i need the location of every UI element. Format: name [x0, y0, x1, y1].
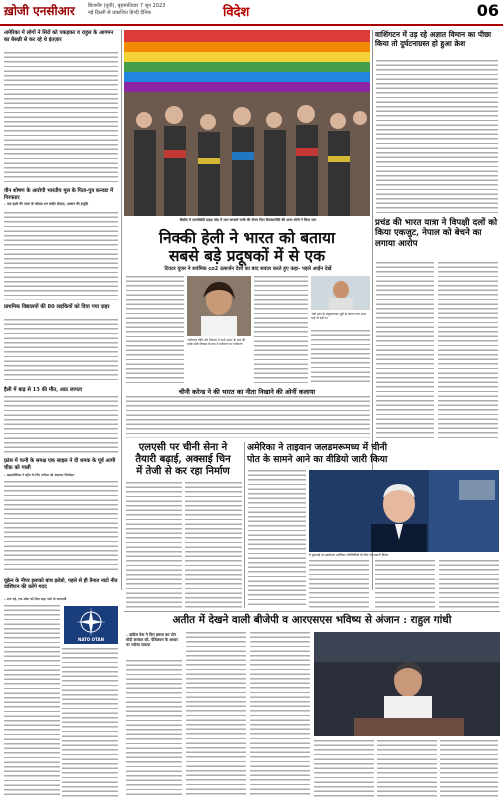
nikki-photo-caption: 'पर्यावरण नीति और विकास में भारी असर' के बाद की दर्शक ठोके विकास के बाद में पर्यावरण पर पर्यावरण — [187, 338, 245, 346]
left-headline-3: प्राथमिक विद्यालयों की 80 लड़कियों को दिया गया ज़हर — [4, 304, 110, 310]
main-article-text-col1 — [126, 276, 184, 384]
taiwan-article-text-col1 — [248, 470, 306, 608]
modi-photo — [311, 276, 370, 310]
rahul-gandhi-photo — [314, 632, 500, 736]
lac-article-text-col2 — [185, 482, 242, 608]
left-article-6-text-b — [62, 648, 118, 797]
main-headline-line1: निक्की हेली ने भारत को बताया — [158, 228, 336, 247]
rahul-headline: अतीत में देखने वाली बीजेपी व आरएसएस भविष्य से अंजान : राहुल गांधी — [172, 614, 452, 626]
main-subheadline: टिवटर यूजर ने सवंमिक co2 उत्सर्जन देशों का बाद सवाल करते हुए कहा- पहले आईन देखें — [164, 266, 332, 272]
right-article-2-text-col2 — [438, 262, 498, 438]
china-india-heading: चीनी करेन्ड ने की भारत का नीता निखाने की ओनीं कलाया — [178, 388, 316, 396]
nato-logo-label: NATO OTAN — [78, 637, 104, 642]
left-headline-6-sub: – लगा नई, एक सोफ़ को दिया दाहा नाटो के अल्फाबी — [4, 597, 67, 601]
lac-headline-line2: तैयारी बढ़ाई, अक्साई चिन — [135, 454, 231, 465]
left-article-4-text — [4, 396, 118, 454]
pride-parade-photo — [124, 30, 370, 216]
quote-caption: 'मंत्रों द्वारा के संयुक्ताएकर मुद्दों के बनाया गया ऊपर चाहे वो वहाँ पर — [311, 312, 367, 320]
right-headline-2: प्रचंड की भारत यात्रा ने विपक्षी दलों को किया एकजुट, नेपाल को बेचने का लगाया आरोप — [375, 218, 498, 249]
main-article-text-col3 — [311, 330, 370, 384]
right-article-1-text — [376, 60, 498, 214]
main-headline-line2: सबसे बड़े प्रदूषकों में से एक — [168, 246, 326, 265]
right-article-2-text-col1 — [376, 262, 434, 438]
column-rule-left — [121, 30, 122, 590]
dateline-date: बिजनौर (यूपी), बृहस्पतिवार 7 जून 2023 — [88, 3, 166, 9]
left-article-2-text — [4, 212, 118, 300]
biden-photo — [309, 470, 499, 552]
right-headline-1: वाशिंगटन में उड़ रहे अज्ञात विमान का पीछा किया तो दुर्घटनाग्रस्त हो हुआ क्रेश — [375, 30, 492, 48]
taiwan-headline-line1: अमेरिका ने ताइवान जलडमरूमध्य में चीनी — [247, 442, 387, 453]
dateline — [88, 3, 178, 17]
bottom-article-rule — [124, 611, 500, 612]
section-title: विदेश — [223, 5, 250, 20]
rahul-article-text-col3 — [250, 632, 310, 797]
left-article-3-text — [4, 319, 118, 383]
lac-headline-line1: एलएसी पर चीनी सेना ने — [138, 442, 228, 453]
left-headline-4: हैली में बाढ़ से 15 की मौत, आठ लापता — [4, 387, 83, 393]
taiwan-article-text-col2 — [309, 560, 369, 608]
masthead — [0, 0, 503, 26]
left-headline-2: यौन शोषण के आरोपी भारतीय मूल के पिता-पुत्र कनाडा में गिरफ्तार — [4, 188, 114, 201]
left-article-6-text — [4, 605, 60, 797]
taiwan-article-text-col4 — [439, 560, 499, 608]
main-article-text-col2 — [254, 276, 308, 384]
left-headline-2-sub: – एक हफ़्ते की ताला के कोट्या धन कबीर सेठास, अक्टन की इजूसि — [4, 202, 89, 206]
left-article-5-text — [4, 481, 118, 573]
dateline-edition: नई दिल्ली से प्रकाशित हिन्दी दैनिक — [88, 10, 151, 16]
left-headline-5: फ़्रांस में पत्नी के समक्ष एक साइल ने दी धमक के पूर्व आमी चीफ़ को गाली — [4, 458, 116, 471]
china-india-article-text — [126, 396, 370, 438]
rahul-subheadline: – कांग्रेस नेता ने फिर हमला कर दोन मोदी सरकार को, पेंशिलवन के आधार पर भरोसा जताया — [126, 632, 178, 647]
left-headline-6: यूक्रेन के नीपर इलाको बांध हलेडो, पहले से ही तैनात नाटो नीत वाशिंग्टन की करेंगे मदद — [4, 578, 118, 591]
pride-photo-caption: बैंकॉक में एलजीबीटी प्राइड परेड में भाग करवाते परवी की जेन्टर पिटा प्रिमकाम्पेसि की अपन लोगों ने लिया भाग — [179, 218, 317, 222]
taiwan-headline-line2: पोत के सामने आने का वीडियो जारी किया — [247, 454, 388, 465]
lac-article-text-col1 — [126, 482, 182, 608]
taiwan-article-text-col3 — [375, 560, 435, 608]
nikki-haley-photo — [187, 276, 251, 336]
left-headline-5-sub: – अफ़्रालेशियन ने स्ट्रीम के लिए शरीफा को अदायश जिम्मेदार — [4, 473, 75, 477]
rahul-article-text-col1 — [126, 660, 182, 797]
nato-logo-image — [64, 606, 118, 644]
lac-headline-line3: में तेजी से कर रहा निर्माण — [136, 466, 230, 477]
left-headline-1: अमेरिका में लोगों ने सिरों को पकड़कर व राहुल के आगमन का बेसब्री से कर रहे थे इंतज़ार — [4, 30, 114, 43]
rahul-article-text-col5 — [377, 740, 437, 797]
biden-photo-caption: ये घुसपाई का इस्तेमाल अमेरिका गतिविधियों के लिए जो बयानी विदेश — [309, 553, 389, 557]
rahul-article-text-col2 — [186, 632, 246, 797]
rahul-article-text-col4 — [314, 740, 374, 797]
left-article-1-text — [4, 52, 118, 182]
rahul-article-text-col6 — [440, 740, 498, 797]
mid-column-rule — [244, 442, 245, 608]
newspaper-logo: ख़ोजी एनसीआर — [4, 4, 75, 18]
page-number: 06 — [476, 1, 499, 20]
